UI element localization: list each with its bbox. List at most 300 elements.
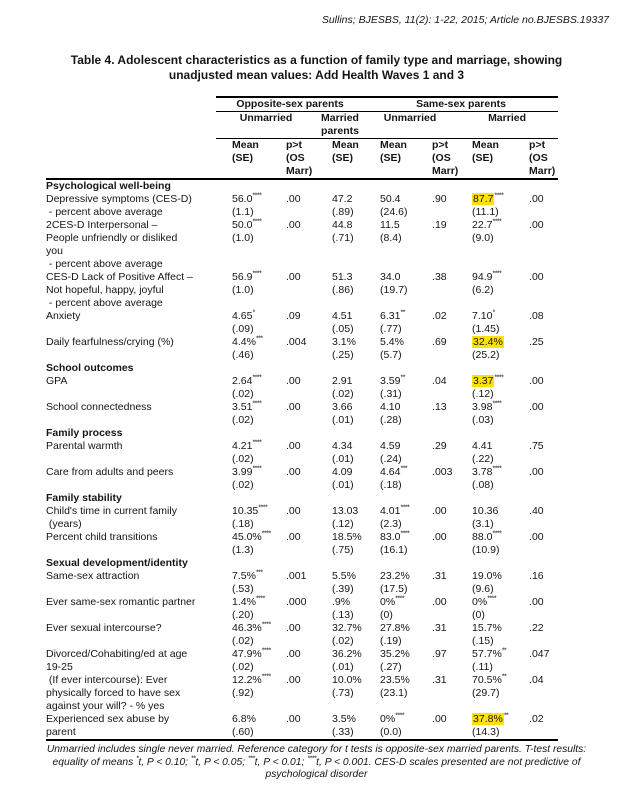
value: .09 [286,310,301,322]
mean-cell [456,219,513,271]
standard-error: (1.1) [232,206,254,218]
mean-cell [456,193,513,219]
standard-error: (.28) [380,414,402,426]
cell-value-line [332,271,364,284]
cell-value-line [432,440,456,453]
cell-value-line [432,648,456,661]
column-header-line: Mean [232,139,259,151]
cell-value-line [380,674,416,687]
value: 0% [380,713,396,725]
section-label: Psychological well-being [46,180,171,192]
mean-cell [364,596,416,622]
cell-value-line [472,310,513,323]
significance-asterisks: **** [492,270,502,278]
value: 83.0 [380,531,401,543]
cell-value-line [286,674,316,687]
cell-value-line [432,622,456,635]
cell-value-line [380,596,416,609]
table-row [46,622,558,648]
cell-value-line [286,505,316,518]
value: .22 [529,622,544,634]
row-label-line: Daily fearfulness/crying (%) [46,336,174,348]
standard-error: (.86) [332,284,354,296]
cell-value-line [232,375,270,388]
mean-cell [216,466,270,492]
p-value-cell [270,336,316,362]
standard-error: (1.0) [232,232,254,244]
footnote-line: equality of means *t, P < 0.10; **t, P < 0.05; ***t, P < 0.01; ****t, P < 0.001. CES-D scales presented are not predictive of [52,755,581,768]
row-label [46,440,216,466]
standard-error: (11.1) [472,206,499,218]
value: 7.5% [232,570,256,582]
row-label-line: Care from adults and peers [46,466,174,478]
value: .31 [432,622,447,634]
cell-value-line [286,375,316,388]
p-value-cell [270,505,316,531]
standard-error: (.25) [332,349,354,361]
value: 51.3 [332,271,353,283]
cell-value-line [432,193,456,206]
value: .00 [432,531,447,543]
cell-value-line [529,648,558,661]
cell-value-line [529,713,558,726]
row-label-line: Ever sexual intercourse? [46,622,162,634]
significance-asterisks: **** [252,400,262,408]
table-container [46,96,558,741]
value: .38 [432,271,447,283]
p-value-cell [270,310,316,336]
mean-cell [364,570,416,596]
value: 22.7 [472,219,493,231]
value: 4.34 [332,440,353,452]
mean-cell [316,648,364,674]
mean-cell [316,713,364,740]
value: 3.51 [232,401,253,413]
row-label-line: Depressive symptoms (CES-D) [46,193,192,205]
p-value-cell [416,505,456,531]
cell-value-line [380,219,416,232]
standard-error: (0) [472,609,485,621]
mean-cell [216,193,270,219]
cell-value-line [472,193,513,206]
value: 4.01 [380,505,401,517]
value: .02 [432,310,447,322]
cell-value-line [432,336,456,349]
significance-asterisks: **** [492,218,502,226]
row-label-line: - percent above average [46,258,163,270]
p-value-cell [416,674,456,713]
value: 70.5% [472,674,502,686]
mean-cell [316,375,364,401]
value: 0% [472,596,488,608]
cell-value-line [529,596,558,609]
column-header-line: (SE) [380,152,402,164]
column-header-line: Marr) [286,165,313,177]
significance-asterisks: **** [307,755,317,763]
cell-value-line [380,713,416,726]
section-label: School outcomes [46,362,134,374]
mean-cell [456,336,513,362]
significance-asterisks: ** [503,712,509,720]
table-row [46,570,558,596]
value: .97 [432,648,447,660]
cell-value-line [332,505,364,518]
p-value-cell [513,219,558,271]
standard-error: (1.3) [232,544,254,556]
mean-cell [364,440,416,466]
standard-error: (.01) [332,479,354,491]
row-label [46,713,216,740]
cell-value-line [472,531,513,544]
table-title [60,53,573,83]
mean-cell [216,219,270,271]
value: .000 [286,596,307,608]
row-label-line: Experienced sex abuse by [46,713,170,725]
p-value-cell [270,531,316,557]
mean-cell [216,401,270,427]
value: 88.0 [472,531,493,543]
p-value-cell [416,622,456,648]
cell-value-line [332,531,364,544]
value: .31 [432,674,447,686]
standard-error: (.60) [232,726,254,738]
value: 15.7% [472,622,502,634]
p-value-cell [513,648,558,674]
journal-header: Sullins; BJESBS, 11(2): 1-22, 2015; Article no.BJESBS.19337 [321,14,609,26]
row-label [46,466,216,492]
table-head [46,97,558,179]
significance-asterisks: ** [501,673,507,681]
mean-cell [216,375,270,401]
standard-error: (10.9) [472,544,500,556]
subgroup-header-os-married: Married parents [316,112,364,139]
cell-value-line [286,622,316,635]
p-value-cell [513,193,558,219]
value: 94.9 [472,271,493,283]
cell-value-line [232,401,270,414]
cell-value-line [529,674,558,687]
significance-asterisks: **** [261,647,271,655]
value: 47.2 [332,193,353,205]
column-header-line: (SE) [332,152,353,164]
mean-cell [364,531,416,557]
mean-cell [364,336,416,362]
p-value-cell [513,570,558,596]
row-label [46,310,216,336]
significance-asterisks: ** [400,309,405,317]
standard-error: (.39) [332,583,354,595]
value: 36.2% [332,648,362,660]
mean-cell [216,596,270,622]
value: 3.59 [380,375,401,387]
value: 3.78 [472,466,493,478]
value: 3.98 [472,401,493,413]
significance-asterisks: **** [252,465,262,473]
p-value-cell [270,570,316,596]
value: .00 [529,596,544,608]
cell-value-line [380,310,416,323]
value: .00 [286,271,301,283]
standard-error: (.89) [332,206,354,218]
mean-cell [456,570,513,596]
mean-cell [316,219,364,271]
value: 4.64 [380,466,401,478]
value: 32.7% [332,622,362,634]
standard-error: (.05) [332,323,354,335]
value: .00 [529,375,544,387]
value: 12.2% [232,674,262,686]
value: .69 [432,336,447,348]
mean-cell [364,219,416,271]
cell-value-line [286,570,316,583]
significance-asterisks: **** [252,270,262,278]
mean-cell [364,648,416,674]
cell-value-line [286,193,316,206]
cell-value-line [286,531,316,544]
mean-cell [456,674,513,713]
highlighted-value: 3.37 [473,375,494,387]
standard-error: (.02) [232,414,254,426]
mean-cell [316,193,364,219]
standard-error: (5.7) [380,349,402,361]
section-label: Family stability [46,492,122,504]
cell-value-line [332,401,364,414]
cell-value-line [380,505,416,518]
value: .00 [529,401,544,413]
table-row [46,596,558,622]
mean-cell [216,271,270,310]
p-value-cell [270,466,316,492]
value: 44.8 [332,219,353,231]
cell-value-line [286,713,316,726]
cell-value-line [472,375,513,388]
table-row [46,310,558,336]
row-label-line: you [46,245,63,257]
significance-asterisks: ** [190,755,196,763]
footnote-line: psychological disorder [265,769,368,780]
value: 57.7% [472,648,502,660]
cell-value-line [529,531,558,544]
value: 1.4% [232,596,256,608]
p-value-cell [416,596,456,622]
mean-cell [316,336,364,362]
mean-cell [456,622,513,648]
cell-value-line [432,505,456,518]
group-header-opposite-sex: Opposite-sex parents [216,97,364,112]
table-body [46,179,558,740]
mean-cell [456,401,513,427]
column-header-line: Mean [380,139,407,151]
cell-value-line [232,310,270,323]
significance-asterisks: **** [252,439,262,447]
mean-cell [364,466,416,492]
p-value-cell [513,674,558,713]
p-value-cell [416,401,456,427]
value: .00 [286,505,301,517]
standard-error: (29.7) [472,687,500,699]
standard-error: (.01) [332,414,354,426]
mean-cell [364,310,416,336]
value: 6.31 [380,310,401,322]
cell-value-line [232,622,270,635]
mean-cell [364,375,416,401]
standard-error: (.01) [332,661,354,673]
subgroup-header-os-unmarried: Unmarried [216,112,316,139]
value: 35.2% [380,648,410,660]
cell-value-line [432,219,456,232]
cell-value-line [472,466,513,479]
cell-value-line [332,648,364,661]
cell-value-line [529,375,558,388]
row-label [46,648,216,674]
standard-error: (6.2) [472,284,494,296]
row-label-line: Percent child transitions [46,531,158,543]
table-row [46,375,558,401]
cell-value-line [332,336,364,349]
row-label-line: - percent above average [46,297,163,309]
standard-error: (.71) [332,232,354,244]
mean-cell [316,440,364,466]
cell-value-line [232,466,270,479]
cell-value-line [472,648,513,661]
cell-value-line [529,505,558,518]
column-header-line: Mean [472,139,499,151]
p-value-cell [416,310,456,336]
significance-asterisks: ** [400,374,405,382]
cell-value-line [472,570,513,583]
cell-value-line [432,570,456,583]
standard-error: (23.1) [380,687,408,699]
significance-asterisks: **** [492,400,502,408]
mean-cell [216,648,270,674]
p-value-cell [513,505,558,531]
p-value-cell [416,648,456,674]
table-row [46,336,558,362]
mean-cell [316,310,364,336]
column-header-line: (SE) [472,152,494,164]
mean-cell [316,622,364,648]
p-value-cell [513,401,558,427]
mean-cell [456,648,513,674]
significance-asterisks: **** [494,192,504,200]
cell-value-line [529,466,558,479]
cell-value-line [432,531,456,544]
value: 5.4% [380,336,404,348]
row-label-line: CES-D Lack of Positive Affect – [46,271,193,283]
column-header-line: (OS [529,152,548,164]
cell-value-line [232,596,270,609]
mean-cell [364,674,416,713]
value: 0% [380,596,396,608]
value: .75 [529,440,544,452]
row-label [46,674,216,713]
p-value-cell [270,219,316,271]
value: .003 [432,466,453,478]
cell-value-line [332,570,364,583]
value: 10.35 [232,505,259,517]
cell-value-line [432,271,456,284]
column-header [270,139,316,180]
value: 23.2% [380,570,410,582]
table-row [46,674,558,713]
cell-value-line [472,674,513,687]
mean-cell [316,271,364,310]
cell-value-line [232,505,270,518]
significance-asterisks: **** [252,374,262,382]
footnote-line: Unmarried includes single never married. Reference category for t tests is opposite-sex married parents. T-test results: [46,744,587,755]
value: .04 [432,375,447,387]
value: 13.03 [332,505,359,517]
row-label-line: School connectedness [46,401,152,413]
p-value-cell [513,596,558,622]
row-label-line: Ever same-sex romantic partner [46,596,196,608]
value: .00 [529,466,544,478]
standard-error: (9.0) [472,232,494,244]
row-label-line: (years) [46,518,82,530]
significance-asterisks: **** [395,712,405,720]
standard-error: (1.0) [232,284,254,296]
value: .31 [432,570,447,582]
cell-value-line [472,271,513,284]
standard-error: (.02) [232,635,254,647]
row-label-line: 2CES-D Interpersonal – [46,219,158,231]
row-label [46,219,216,271]
value: .00 [432,505,447,517]
standard-error: (.46) [232,349,254,361]
value: .00 [286,531,301,543]
cell-value-line [529,401,558,414]
value: 47.9% [232,648,262,660]
value: .00 [286,622,301,634]
significance-asterisks: *** [255,335,263,343]
cell-value-line [332,622,364,635]
group-header-same-sex: Same-sex parents [364,97,558,112]
highlighted-value: 87.7 [473,193,494,205]
value: .00 [286,193,301,205]
p-value-cell [513,375,558,401]
value: .00 [286,648,301,660]
value: 56.0 [232,193,253,205]
p-value-cell [513,271,558,310]
cell-value-line [529,440,558,453]
row-label-line: Divorced/Cohabiting/ed at age [46,648,188,660]
value: .001 [286,570,307,582]
highlighted-value: 37.8% [473,713,503,725]
value: 50.0 [232,219,253,231]
value: .00 [432,713,447,725]
section-row [46,427,558,440]
value: 4.51 [332,310,353,322]
cell-value-line [380,440,416,453]
significance-asterisks: **** [400,530,410,538]
mean-cell [316,674,364,713]
row-label-line: physically forced to have sex [46,687,181,699]
mean-cell [316,596,364,622]
row-label [46,622,216,648]
significance-asterisks: **** [494,374,504,382]
cell-value-line [529,336,558,349]
p-value-cell [270,713,316,740]
value: 10.0% [332,674,362,686]
cell-value-line [332,310,364,323]
standard-error: (.33) [332,726,354,738]
value: 2.91 [332,375,353,387]
cell-value-line [529,219,558,232]
value: 4.65 [232,310,253,322]
value: 4.21 [232,440,253,452]
p-value-cell [513,713,558,740]
standard-error: (.18) [232,518,254,530]
